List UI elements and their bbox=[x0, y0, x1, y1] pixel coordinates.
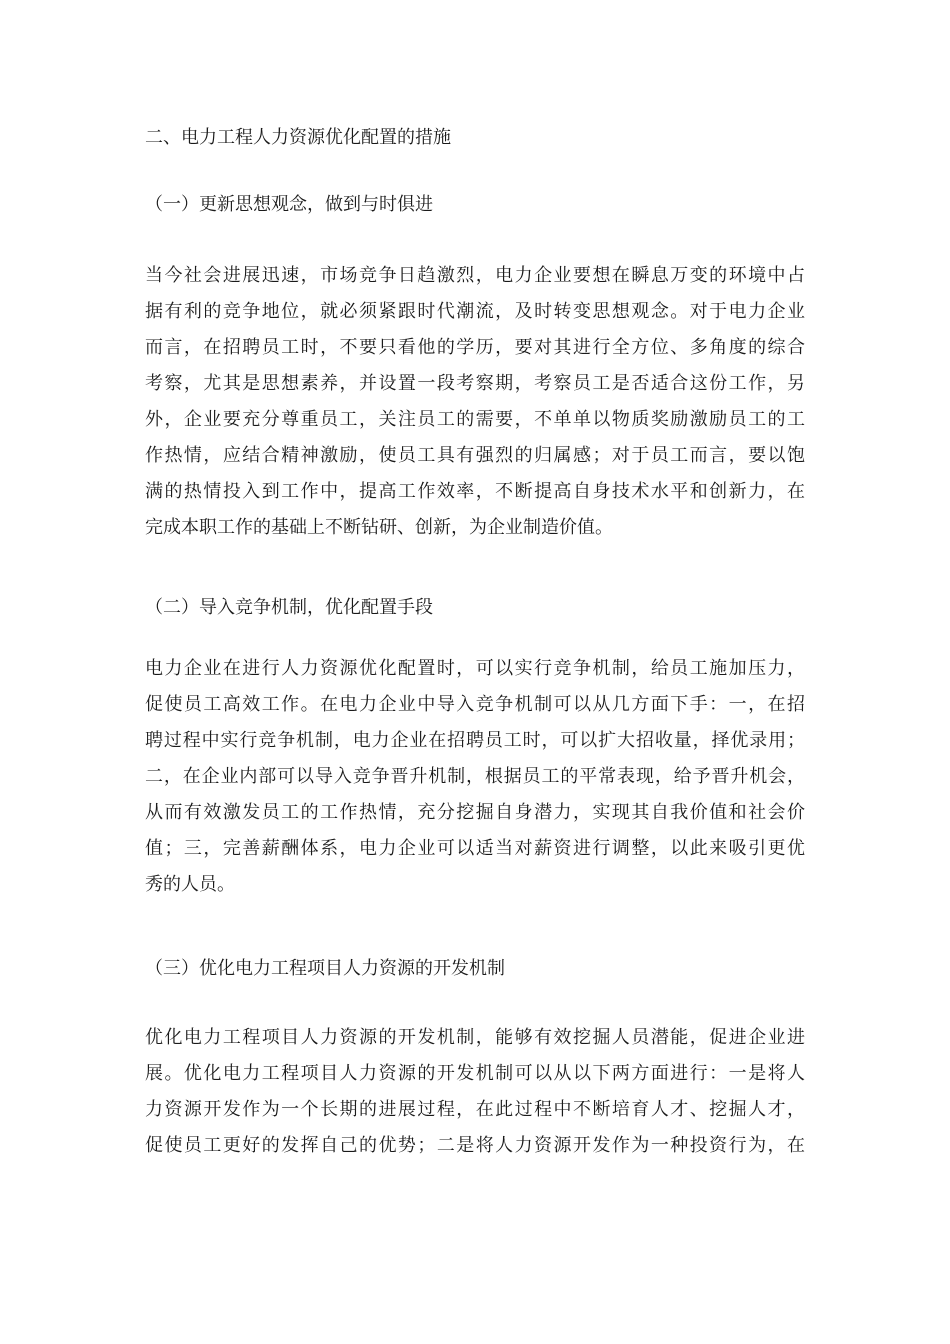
paragraph-line: 据有利的竞争地位，就必须紧跟时代潮流，及时转变思想观念。对于电力企业 bbox=[145, 301, 805, 322]
paragraph-line: 当今社会进展迅速，市场竞争日趋激烈，电力企业要想在瞬息万变的环境中占 bbox=[145, 265, 805, 286]
section-title: 二、电力工程人力资源优化配置的措施 bbox=[145, 127, 451, 148]
paragraph-line: 秀的人员。 bbox=[145, 874, 235, 895]
paragraph-line: 优化电力工程项目人力资源的开发机制，能够有效挖掘人员潜能，促进企业进 bbox=[145, 1027, 805, 1048]
paragraph-line: 满的热情投入到工作中，提高工作效率，不断提高自身技术水平和创新力，在 bbox=[145, 481, 805, 502]
paragraph-line: 完成本职工作的基础上不断钻研、创新，为企业制造价值。 bbox=[145, 517, 613, 538]
paragraph-line: 力资源开发作为一个长期的进展过程，在此过程中不断培育人才、挖掘人才， bbox=[145, 1099, 805, 1120]
paragraph-line: 考察，尤其是思想素养，并设置一段考察期，考察员工是否适合这份工作，另 bbox=[145, 373, 805, 394]
paragraph-line: 展。优化电力工程项目人力资源的开发机制可以从以下两方面进行：一是将人 bbox=[145, 1063, 805, 1084]
subsection-heading-2: （二）导入竞争机制，优化配置手段 bbox=[145, 597, 433, 618]
paragraph-line: 而言，在招聘员工时，不要只看他的学历，要对其进行全方位、多角度的综合 bbox=[145, 337, 805, 358]
paragraph-2 bbox=[145, 651, 805, 903]
paragraph-line: 外，企业要充分尊重员工，关注员工的需要，不单单以物质奖励激励员工的工 bbox=[145, 409, 805, 430]
paragraph-line: 值；三，完善薪酬体系，电力企业可以适当对薪资进行调整，以此来吸引更优 bbox=[145, 838, 805, 859]
paragraph-line: 促使员工更好的发挥自己的优势；二是将人力资源开发作为一种投资行为，在 bbox=[145, 1135, 805, 1156]
paragraph-3 bbox=[145, 1020, 805, 1164]
paragraph-line: 电力企业在进行人力资源优化配置时，可以实行竞争机制，给员工施加压力， bbox=[145, 658, 805, 679]
paragraph-line: 促使员工高效工作。在电力企业中导入竞争机制可以从几方面下手：一，在招 bbox=[145, 694, 805, 715]
paragraph-line: 从而有效激发员工的工作热情，充分挖掘自身潜力，实现其自我价值和社会价 bbox=[145, 802, 805, 823]
paragraph-1 bbox=[145, 258, 805, 546]
paragraph-line: 作热情，应结合精神激励，使员工具有强烈的归属感；对于员工而言，要以饱 bbox=[145, 445, 805, 466]
paragraph-line: 聘过程中实行竞争机制，电力企业在招聘员工时，可以扩大招收量，择优录用； bbox=[145, 730, 805, 751]
subsection-heading-3: （三）优化电力工程项目人力资源的开发机制 bbox=[145, 958, 505, 979]
subsection-heading-1: （一）更新思想观念，做到与时俱进 bbox=[145, 194, 433, 215]
paragraph-line: 二，在企业内部可以导入竞争晋升机制，根据员工的平常表现，给予晋升机会， bbox=[145, 766, 805, 787]
